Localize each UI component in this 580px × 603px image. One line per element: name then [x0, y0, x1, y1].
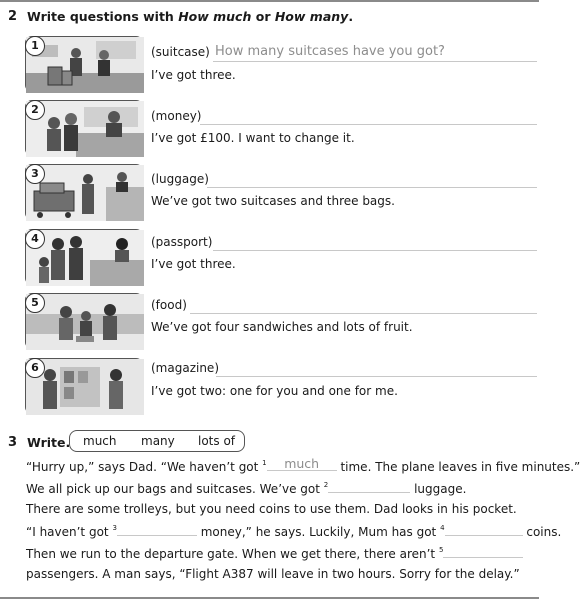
- item-4-answer-line: [213, 250, 537, 251]
- passage-line-2: We all pick up our bags and suitcases. We’ve got $^2$ luggage.: [26, 481, 467, 496]
- exercise-3-number: 3: [8, 435, 18, 450]
- item-2-answer-line: [200, 124, 537, 125]
- item-4-number: 4: [25, 229, 45, 249]
- item-6-number: 6: [25, 358, 45, 378]
- item-6-answer-line: [216, 376, 537, 377]
- word-box: [69, 430, 245, 452]
- exercise-3-instruction: Write.: [27, 435, 71, 450]
- top-rule: [0, 0, 539, 2]
- illustration-passport-control: [25, 229, 143, 285]
- item-6-response: I’ve got two: one for you and one for me.: [151, 384, 398, 398]
- item-2-number: 2: [25, 100, 45, 120]
- illustration-family-eating: [25, 293, 143, 349]
- passage-line-3: There are some trolleys, but you need coins to use them. Dad looks in his pocket.: [26, 502, 517, 516]
- item-3-number: 3: [25, 164, 45, 184]
- gap-3: [117, 524, 197, 536]
- passage-line-6: passengers. A man says, “Flight A387 will leave in two hours. Sorry for the delay.”: [26, 567, 520, 581]
- word-box-item: many: [141, 434, 175, 448]
- item-3-response: We’ve got two suitcases and three bags.: [151, 194, 395, 208]
- gap-5: [443, 546, 523, 558]
- item-1-answer: How many suitcases have you got?: [215, 44, 445, 59]
- illustration-magazine-kiosk: [25, 358, 143, 414]
- word-box-item: lots of: [198, 434, 236, 448]
- item-2-response: I’ve got £100. I want to change it.: [151, 131, 355, 145]
- bottom-rule: [0, 597, 539, 599]
- item-1-cue: (suitcase): [151, 45, 210, 59]
- gap-4: [445, 524, 523, 536]
- exercise-2-instruction: Write questions with How much or How many.: [27, 9, 354, 24]
- item-5-response: We’ve got four sandwiches and lots of fruit.: [151, 320, 413, 334]
- item-6-cue: (magazine): [151, 361, 219, 375]
- exercise-2-number: 2: [8, 9, 18, 24]
- illustration-luggage-trolley: [25, 164, 143, 220]
- passage-line-5: Then we run to the departure gate. When we get there, there aren’t $^5$: [26, 546, 523, 561]
- item-5-answer-line: [190, 313, 537, 314]
- gap-2: [328, 481, 410, 493]
- item-2-cue: (money): [151, 109, 202, 123]
- illustration-check-in-desk: [25, 36, 143, 92]
- item-4-response: I’ve got three.: [151, 257, 236, 271]
- illustration-money-exchange: [25, 100, 143, 156]
- passage-line-1: “Hurry up,” says Dad. “We haven’t got $^1$ much time. The plane leaves in five minutes.”: [26, 456, 580, 474]
- item-1-response: I’ve got three.: [151, 68, 236, 82]
- passage-line-4: “I haven’t got $^3$ money,” he says. Luckily, Mum has got $^4$ coins.: [26, 524, 562, 539]
- item-1-answer-line: [213, 61, 537, 62]
- item-3-answer-line: [207, 187, 537, 188]
- item-5-cue: (food): [151, 298, 187, 312]
- item-5-number: 5: [25, 293, 45, 313]
- item-4-cue: (passport): [151, 235, 213, 249]
- item-3-cue: (luggage): [151, 172, 209, 186]
- gap-1: much: [267, 459, 337, 471]
- word-box-item: much: [83, 434, 117, 448]
- item-1-number: 1: [25, 36, 45, 56]
